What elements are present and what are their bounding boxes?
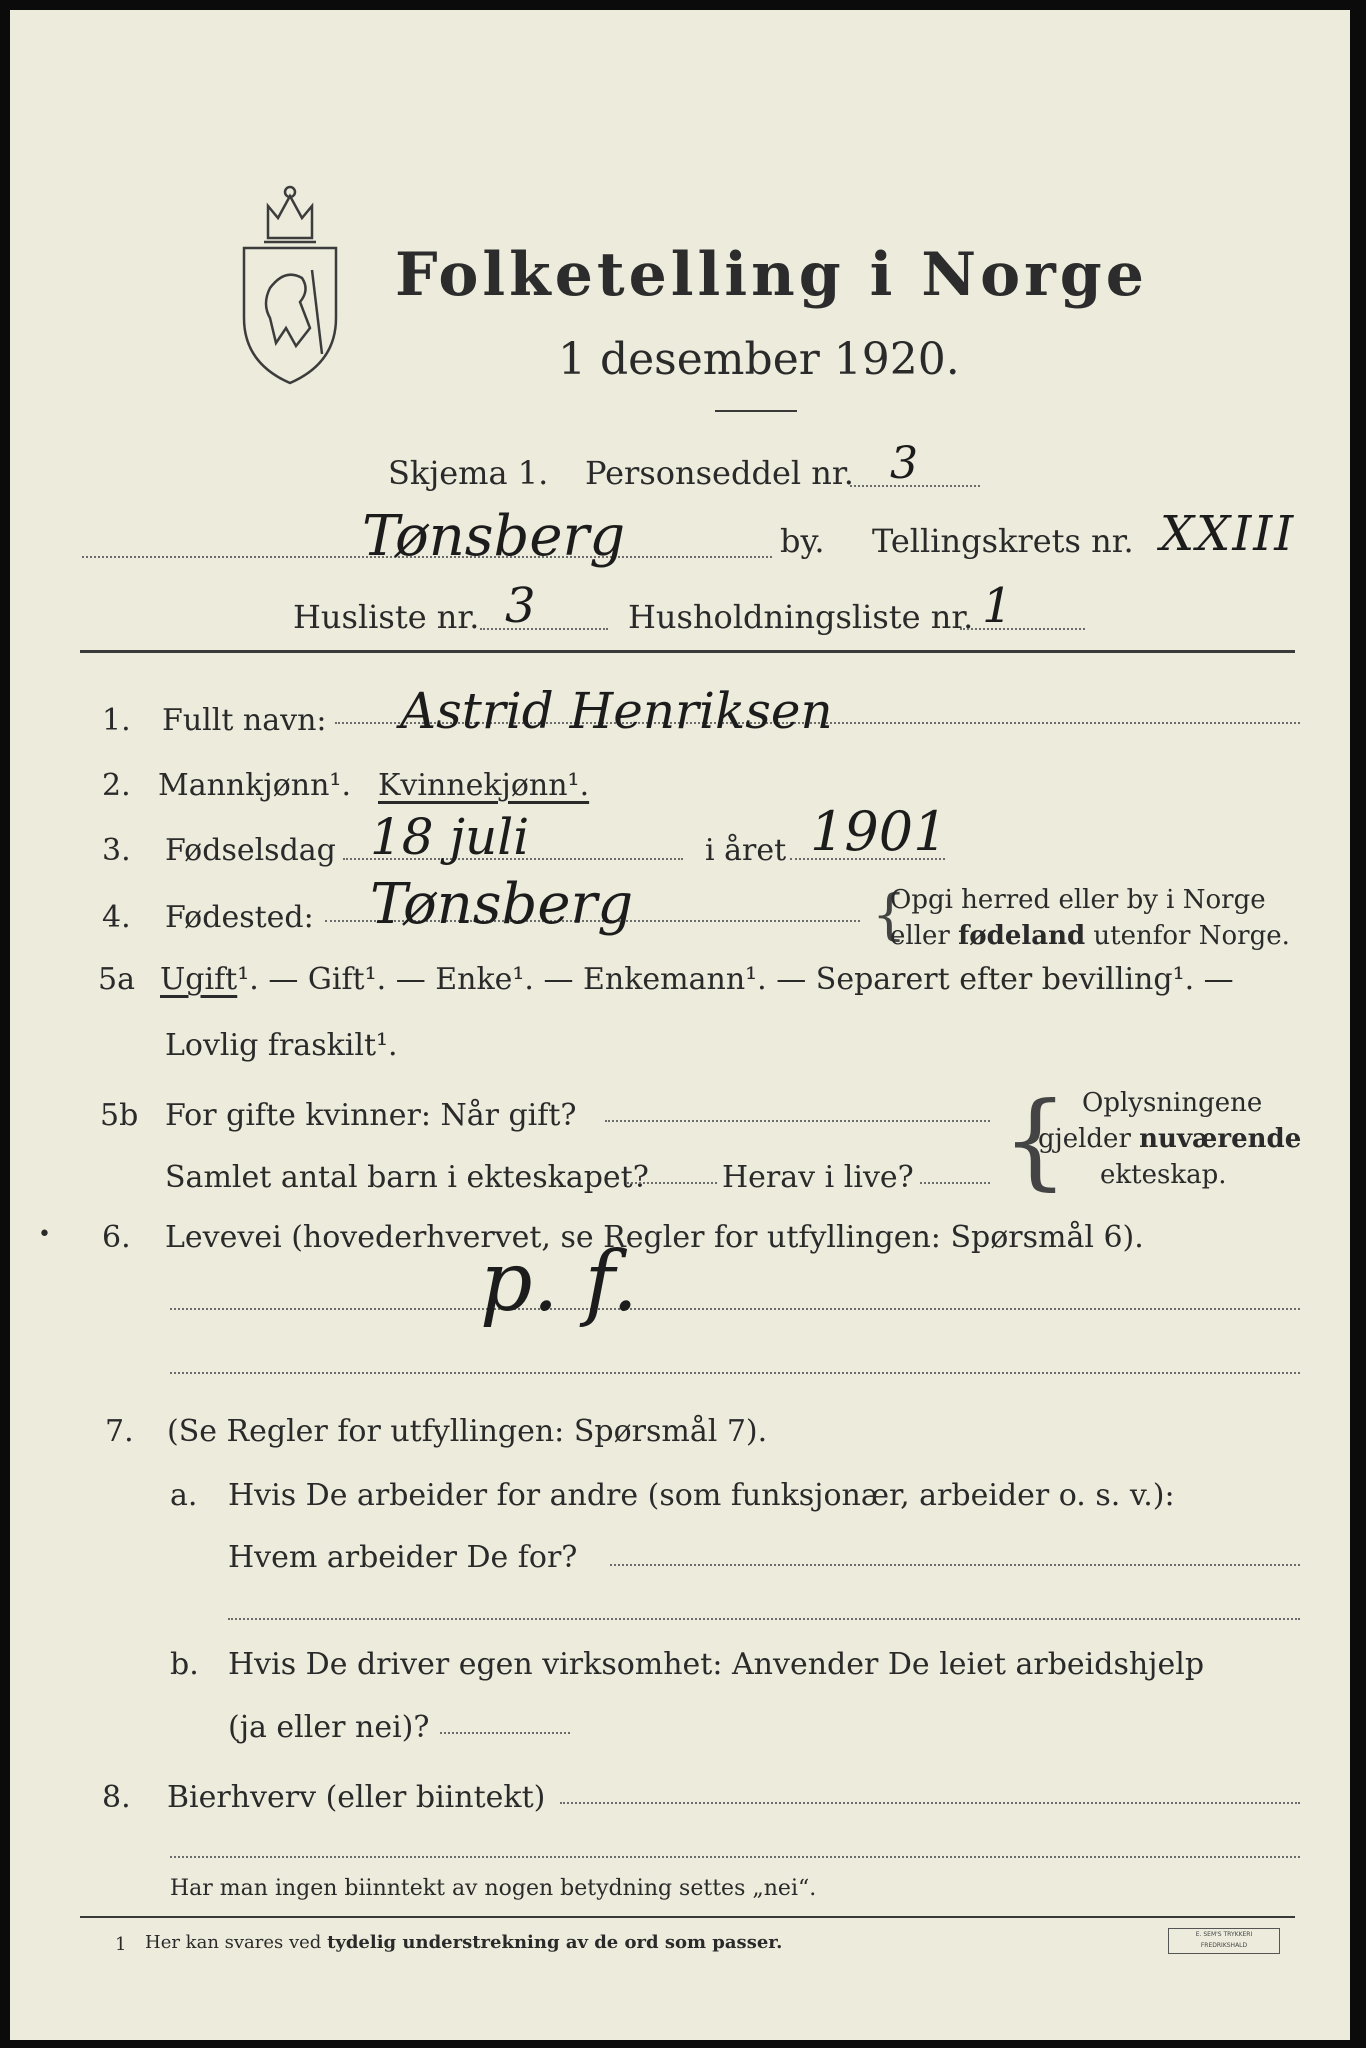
- header-rule: [80, 650, 1295, 653]
- printer-stamp-line2: FREDRIKSHALD: [1200, 1942, 1248, 1949]
- children-field[interactable]: [627, 1182, 717, 1184]
- hired-help-field[interactable]: [440, 1732, 570, 1734]
- q4-note-line2-post: utenfor Norge.: [1085, 921, 1290, 951]
- by-value: Tønsberg: [362, 504, 626, 569]
- q8-number: 8.: [102, 1780, 131, 1815]
- q5b-note-line3: ekteskap.: [1100, 1160, 1227, 1190]
- q1-number: 1.: [102, 703, 131, 738]
- employer-field-1[interactable]: [610, 1564, 1300, 1566]
- q4-note-line2-pre: eller: [890, 921, 959, 951]
- q6-label: Levevei (hovederhvervet, se Regler for utfyllingen: Spørsmål 6).: [165, 1220, 1144, 1255]
- printer-stamp-line1: E. SEM'S TRYKKERI: [1195, 1931, 1253, 1938]
- q7-label: (Se Regler for utfyllingen: Spørsmål 7).: [167, 1414, 768, 1449]
- q3-label: Fødselsdag: [165, 833, 336, 868]
- occupation-field-1[interactable]: [170, 1308, 1300, 1310]
- personseddel-label: Personseddel nr.: [585, 454, 854, 492]
- q1-label: Fullt navn:: [162, 703, 327, 738]
- census-form: [10, 10, 1350, 2040]
- q5b-note-line1: Oplysningene: [1082, 1088, 1263, 1118]
- occupation-field-2[interactable]: [170, 1372, 1300, 1374]
- q4-brace: {: [872, 883, 907, 946]
- q7a-number: a.: [170, 1478, 198, 1513]
- personseddel-value: 3: [890, 438, 918, 489]
- q4-number: 4.: [102, 900, 131, 935]
- tellingskrets-label: Tellingskrets nr.: [872, 522, 1134, 560]
- occupation-value: p. f.: [480, 1235, 639, 1330]
- year-value: 1901: [810, 800, 948, 863]
- printer-stamp: [1168, 1928, 1280, 1954]
- gender-male[interactable]: Mannkjønn¹.: [158, 768, 351, 803]
- q6-number: 6.: [102, 1220, 131, 1255]
- married-when-field[interactable]: [605, 1120, 990, 1122]
- q3-number: 3.: [102, 833, 131, 868]
- side-income-field-1[interactable]: [560, 1802, 1300, 1804]
- q7-number: 7.: [105, 1414, 134, 1449]
- husholdning-value: 1: [982, 578, 1013, 634]
- footnote-text-pre: Her kan svares ved: [145, 1932, 328, 1953]
- form-title: Folketelling i Norge: [395, 240, 1148, 310]
- q7b-number: b.: [170, 1647, 199, 1682]
- husholdning-field[interactable]: [960, 628, 1085, 630]
- q2-number: 2.: [102, 768, 131, 803]
- q8-label: Bierhverv (eller biintekt): [167, 1780, 546, 1815]
- footnote-text-bold: tydelig understrekning av de ord som passer.: [327, 1932, 783, 1953]
- birthplace-value: Tønsberg: [370, 872, 634, 937]
- q7a-employer-label: Hvem arbeider De for?: [228, 1540, 578, 1575]
- husliste-label: Husliste nr.: [293, 598, 480, 636]
- marital-options[interactable]: ¹. — Gift¹. — Enke¹. — Enkemann¹. — Separert efter bevilling¹. —: [237, 962, 1234, 997]
- q7a-text: Hvis De arbeider for andre (som funksjonær, arbeider o. s. v.):: [228, 1478, 1175, 1513]
- year-label: i året: [705, 833, 787, 868]
- husholdning-label: Husholdningsliste nr.: [628, 598, 974, 636]
- side-income-field-2[interactable]: [170, 1856, 1300, 1858]
- q4-label: Fødested:: [165, 900, 314, 935]
- margin-dot: •: [38, 1222, 51, 1247]
- footnote-mark: 1: [115, 1934, 127, 1955]
- birthday-value: 18 juli: [370, 808, 530, 866]
- nei-instruction: Har man ingen biinntekt av nogen betydning settes „nei“.: [170, 1876, 817, 1901]
- q5a-number: 5a: [98, 962, 135, 997]
- title-divider: [715, 410, 797, 412]
- gender-female-underlined[interactable]: Kvinnekjønn¹.: [378, 768, 590, 803]
- by-label: by.: [780, 522, 825, 560]
- q5b-label: For gifte kvinner: Når gift?: [165, 1098, 577, 1133]
- norwegian-coat-of-arms-icon: [230, 178, 350, 388]
- q5b-note-line2-pre: gjelder: [1038, 1124, 1140, 1154]
- q7b-yesno-label: (ja eller nei)?: [228, 1710, 430, 1745]
- q4-note-line2-bold: fødeland: [958, 921, 1086, 951]
- footer-rule: [80, 1916, 1295, 1918]
- q4-note-line1: Opgi herred eller by i Norge: [890, 885, 1266, 915]
- full-name-value: Astrid Henriksen: [400, 682, 833, 740]
- marital-ugift-underlined[interactable]: Ugift: [160, 962, 238, 997]
- q5b-brace: {: [1002, 1079, 1069, 1201]
- skjema-label: Skjema 1.: [388, 454, 549, 492]
- q5b-note-line2-bold: nuværende: [1139, 1124, 1302, 1154]
- tellingskrets-value: XXIII: [1160, 506, 1296, 562]
- husliste-value: 3: [505, 578, 536, 634]
- q5b-children-label: Samlet antal barn i ekteskapet?: [165, 1160, 649, 1195]
- q5b-number: 5b: [100, 1098, 139, 1133]
- alive-field[interactable]: [920, 1182, 990, 1184]
- census-date: 1 desember 1920.: [558, 334, 960, 385]
- marital-fraskilt[interactable]: Lovlig fraskilt¹.: [165, 1028, 398, 1063]
- q5b-alive-label: Herav i live?: [722, 1160, 914, 1195]
- q7b-text: Hvis De driver egen virksomhet: Anvender De leiet arbeidshjelp: [228, 1647, 1205, 1682]
- husliste-field[interactable]: [480, 628, 608, 630]
- employer-field-2[interactable]: [228, 1618, 1300, 1620]
